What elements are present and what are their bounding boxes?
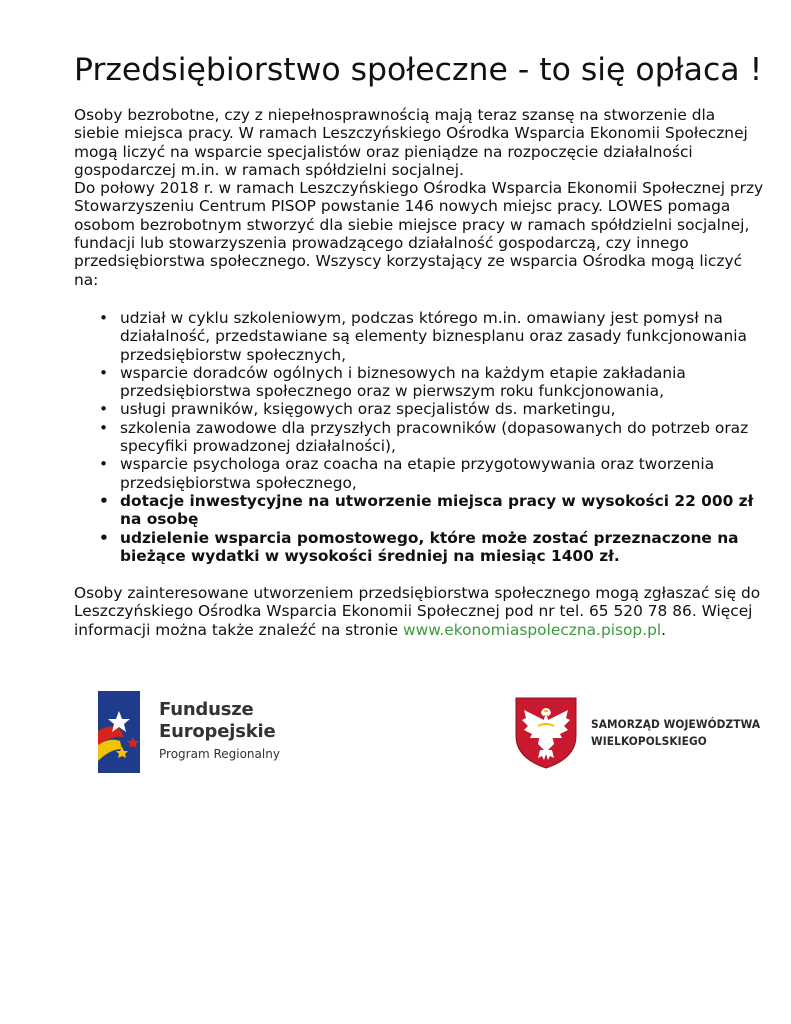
- eagle-crest-icon: [514, 696, 578, 770]
- contact-paragraph: [74, 584, 764, 639]
- list-item: • usługi prawników, księgowych oraz specjalistów ds. marketingu,: [74, 400, 764, 418]
- logo-line: WIELKOPOLSKIEGO: [591, 734, 707, 748]
- list-item: • wsparcie psychologa oraz coacha na etapie przygotowywania oraz tworzenia przedsiębiorstwa społecznego,: [74, 455, 764, 492]
- list-item: • wsparcie doradców ogólnych i biznesowych na każdym etapie zakładania przedsiębiorstwa społecznego oraz w pierwszym roku funkcjonowania,: [74, 364, 764, 401]
- fundusze-text: [159, 699, 280, 764]
- benefits-list: [74, 309, 764, 565]
- intro-paragraph: Do połowy 2018 r. w ramach Leszczyńskiego Ośrodka Wsparcia Ekonomii Społecznej przy Stowarzyszeniu Centrum PISOP powstanie 146 nowych miejsc pracy. LOWES pomaga osobom bezrobotnym stworzyć dla siebie miejsce pracy w ramach spółdzielni socjalnej, fundacji lub stowarzyszenia prowadzącego działalność gospodarczą, czy innego przedsiębiorstwa społecznego. Wszyscy korzystający ze wsparcia Ośrodka mogą liczyć na:: [74, 179, 764, 289]
- list-item: • dotacje inwestycyjne na utworzenie miejsca pracy w wysokości 22 000 zł na osobę: [74, 492, 764, 529]
- list-item: • szkolenia zawodowe dla przyszłych pracowników (dopasowanych do potrzeb oraz specyfiki prowadzonej działalności),: [74, 419, 764, 456]
- fundusze-europejskie-emblem-icon: [98, 689, 144, 775]
- website-link[interactable]: www.ekonomiaspoleczna.pisop.pl: [403, 620, 662, 639]
- article-body: [74, 106, 764, 639]
- intro-paragraph: Osoby bezrobotne, czy z niepełnosprawnością mają teraz szansę na stworzenie dla siebie miejsca pracy. W ramach Leszczyńskiego Ośrodka Wsparcia Ekonomii Społecznej mogą liczyć na wsparcie specjalistów oraz pieniądze na rozpoczęcie działalności gospodarczej m.in. w ramach spółdzielni socjalnej.: [74, 106, 748, 179]
- logo-line: Europejskie: [159, 721, 276, 742]
- page-title: Przedsiębiorstwo społeczne - to się opłaca !: [74, 52, 763, 88]
- samorzad-text: [591, 716, 760, 750]
- logo-line: SAMORZĄD WOJEWÓDZTWA: [591, 717, 761, 731]
- spacer: [74, 565, 764, 584]
- spacer: [74, 289, 764, 309]
- contact-text: Osoby zainteresowane utworzeniem przedsiębiorstwa społecznego mogą zgłaszać się do Leszczyńskiego Ośrodka Wsparcia Ekonomii Społecznej pod nr tel. 65 520 78 86. Więcej informacji można także znaleźć na stronie: [74, 584, 761, 639]
- samorzad-wojewodztwa-logo: [514, 696, 761, 772]
- list-item: • udział w cyklu szkoleniowym, podczas którego m.in. omawiany jest pomysł na działalność, przedstawiane są elementy biznesplanu oraz zasady funkcjonowania przedsiębiorstw społecznych,: [74, 309, 764, 364]
- logo-line: Program Regionalny: [159, 747, 280, 761]
- list-item: • udzielenie wsparcia pomostowego, które może zostać przeznaczone na bieżące wydatki w wysokości średniej na miesiąc 1400 zł.: [74, 529, 764, 566]
- fundusze-europejskie-logo: [98, 689, 328, 775]
- logo-line: Fundusze: [159, 699, 254, 720]
- contact-end: .: [661, 620, 667, 639]
